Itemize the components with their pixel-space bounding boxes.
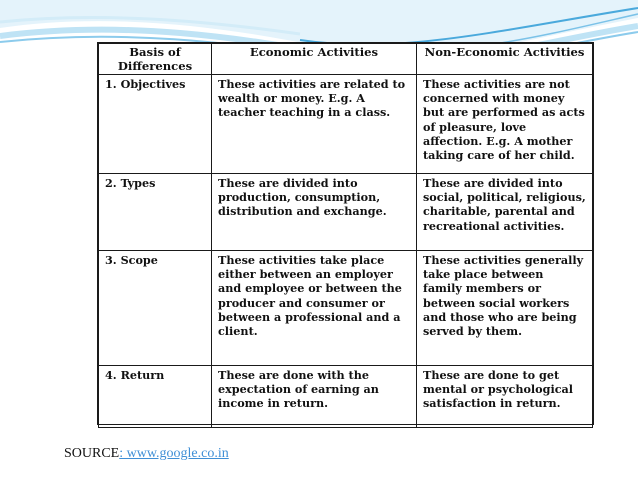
table-row	[99, 75, 593, 174]
economic-cell: These activities take place either between an employer and employee or between the producer and consumer or between a professional and a client.	[212, 251, 417, 366]
non-economic-cell: These are done to get mental or psychological satisfaction in return.	[417, 366, 593, 428]
source-link[interactable]: : www.google.co.in	[119, 446, 229, 461]
table-row	[99, 174, 593, 251]
non-economic-cell: These activities are not concerned with money but are performed as acts of pleasure, love affection. E.g. A mother taking care of her child.	[417, 75, 593, 174]
economic-cell: These are done with the expectation of earning an income in return.	[212, 366, 417, 428]
comparison-table-image	[97, 42, 594, 425]
economic-cell: These activities are related to wealth or money. E.g. A teacher teaching in a class.	[212, 75, 417, 174]
table-row	[99, 366, 593, 428]
header-basis: Basis of Differences	[99, 44, 212, 75]
header-non-economic: Non-Economic Activities	[417, 44, 593, 75]
source-credit	[64, 446, 229, 462]
basis-cell: 3. Scope	[99, 251, 212, 366]
basis-cell: 2. Types	[99, 174, 212, 251]
table-header-row	[99, 44, 593, 75]
economic-cell: These are divided into production, consumption, distribution and exchange.	[212, 174, 417, 251]
header-economic: Economic Activities	[212, 44, 417, 75]
basis-cell: 1. Objectives	[99, 75, 212, 174]
non-economic-cell: These activities generally take place between family members or between social workers and those who are being served by them.	[417, 251, 593, 366]
basis-cell: 4. Return	[99, 366, 212, 428]
table-row	[99, 251, 593, 366]
comparison-table	[98, 43, 593, 428]
source-label: SOURCE	[64, 446, 120, 461]
non-economic-cell: These are divided into social, political, religious, charitable, parental and recreational activities.	[417, 174, 593, 251]
